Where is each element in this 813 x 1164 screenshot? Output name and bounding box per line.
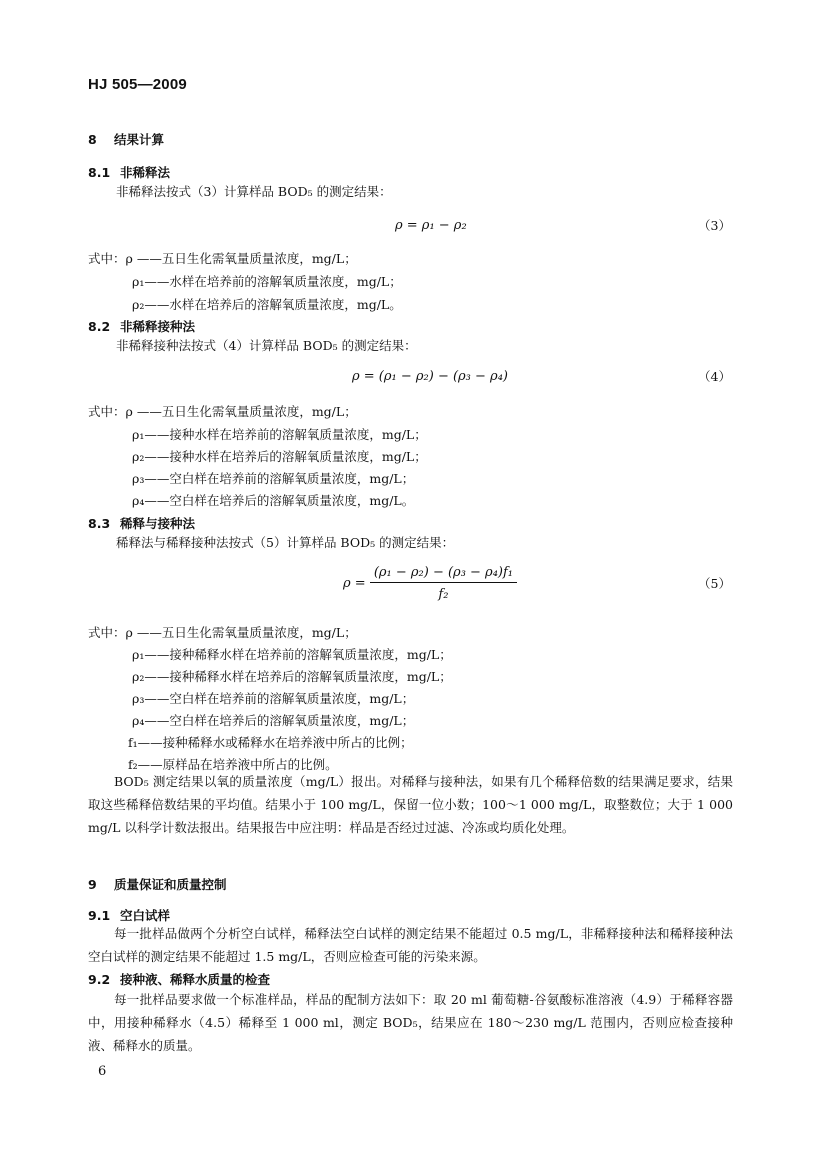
fraction-denominator: f₂ [438, 587, 449, 602]
standard-code-header: HJ 505—2009 [88, 76, 187, 93]
definition-line: ρ₁——接种水样在培养前的溶解氧质量浓度，mg/L； [132, 427, 427, 442]
definition-line: ρ₂——水样在培养后的溶解氧质量浓度，mg/L。 [132, 297, 402, 312]
result-report-paragraph: BOD₅ 测定结果以氧的质量浓度（mg/L）报出。对稀释与接种法，如果有几个稀释倍数的结果满足要求，结果取这些稀释倍数结果的平均值。结果小于 100 mg/L，保留一位小数；100～1 000 mg/L，取整数位；大于 1 000 mg/L 以科学计数法报出。结果报告中应注明：样品是否经过过滤、冷冻或均质化处理。 [88, 774, 733, 835]
section-8-1-heading [88, 163, 170, 181]
definition-line: ρ₁——水样在培养前的溶解氧质量浓度，mg/L； [132, 274, 402, 289]
section-8-3-heading [88, 514, 195, 532]
equation-number-5: （5） [698, 576, 731, 591]
formula-lhs: ρ = [343, 576, 366, 591]
section-number: 9 [88, 877, 97, 892]
section-title: 非稀释接种法 [120, 319, 196, 334]
formula-3: ρ = ρ₁ − ρ₂ [395, 218, 467, 233]
section-8-heading [88, 130, 164, 148]
section-title: 质量保证和质量控制 [114, 877, 227, 892]
section-number: 9.1 [88, 908, 111, 923]
section-number: 8.2 [88, 319, 111, 334]
definition-line: f₂——原样品在培养液中所占的比例。 [128, 757, 338, 772]
section-9-heading [88, 875, 227, 893]
definition-line: ρ₃——空白样在培养前的溶解氧质量浓度，mg/L； [132, 691, 415, 706]
definition-line: ρ₄——空白样在培养后的溶解氧质量浓度，mg/L。 [132, 493, 415, 508]
fraction-numerator: (ρ₁ − ρ₂) − (ρ₃ − ρ₄)f₁ [370, 565, 517, 583]
section-8-2-intro: 非稀释接种法按式（4）计算样品 BOD₅ 的测定结果： [116, 338, 417, 353]
definition-line: 式中：ρ ——五日生化需氧量质量浓度，mg/L； [88, 625, 357, 640]
section-title: 接种液、稀释水质量的检查 [120, 972, 271, 987]
formula-5 [343, 565, 517, 602]
definition-line: 式中：ρ ——五日生化需氧量质量浓度，mg/L； [88, 404, 357, 419]
definition-line: ρ₃——空白样在培养前的溶解氧质量浓度，mg/L； [132, 471, 415, 486]
section-title: 稀释与接种法 [120, 516, 196, 531]
definition-line: ρ₁——接种稀释水样在培养前的溶解氧质量浓度，mg/L； [132, 647, 452, 662]
section-title: 结果计算 [114, 132, 165, 147]
blank-sample-paragraph: 每一批样品做两个分析空白试样，稀释法空白试样的测定结果不能超过 0.5 mg/L，非稀释接种法和稀释接种法空白试样的测定结果不能超过 1.5 mg/L，否则应检查可能的污染来源。 [88, 926, 733, 964]
definition-line: f₁——接种稀释水或稀释水在培养液中所占的比例； [128, 735, 413, 750]
definition-line: ρ₄——空白样在培养后的溶解氧质量浓度，mg/L； [132, 713, 415, 728]
section-8-2-heading [88, 317, 195, 335]
section-number: 8.1 [88, 165, 111, 180]
section-title: 非稀释法 [120, 165, 171, 180]
section-number: 9.2 [88, 972, 111, 987]
section-9-2-heading [88, 970, 270, 988]
equation-number-3: （3） [698, 218, 731, 233]
section-8-1-intro: 非稀释法按式（3）计算样品 BOD₅ 的测定结果： [116, 184, 392, 199]
definition-line: ρ₂——接种水样在培养后的溶解氧质量浓度，mg/L； [132, 449, 427, 464]
quality-check-paragraph: 每一批样品要求做一个标准样品，样品的配制方法如下：取 20 ml 葡萄糖-谷氨酸标准溶液（4.9）于稀释容器中，用接种稀释水（4.5）稀释至 1 000 ml，测定 BOD₅，结果应在 180～230 mg/L 范围内，否则应检查接种液、稀释水的质量。 [88, 992, 733, 1053]
section-8-3-intro: 稀释法与稀释接种法按式（5）计算样品 BOD₅ 的测定结果： [116, 535, 455, 550]
section-number: 8 [88, 132, 97, 147]
definition-line: 式中：ρ ——五日生化需氧量质量浓度，mg/L； [88, 251, 357, 266]
formula-fraction [370, 565, 517, 602]
section-number: 8.3 [88, 516, 111, 531]
page-number: 6 [98, 1064, 107, 1079]
formula-4: ρ = (ρ₁ − ρ₂) − (ρ₃ − ρ₄) [352, 369, 508, 384]
section-title: 空白试样 [120, 908, 171, 923]
equation-number-4: （4） [698, 369, 731, 384]
definition-line: ρ₂——接种稀释水样在培养后的溶解氧质量浓度，mg/L； [132, 669, 452, 684]
